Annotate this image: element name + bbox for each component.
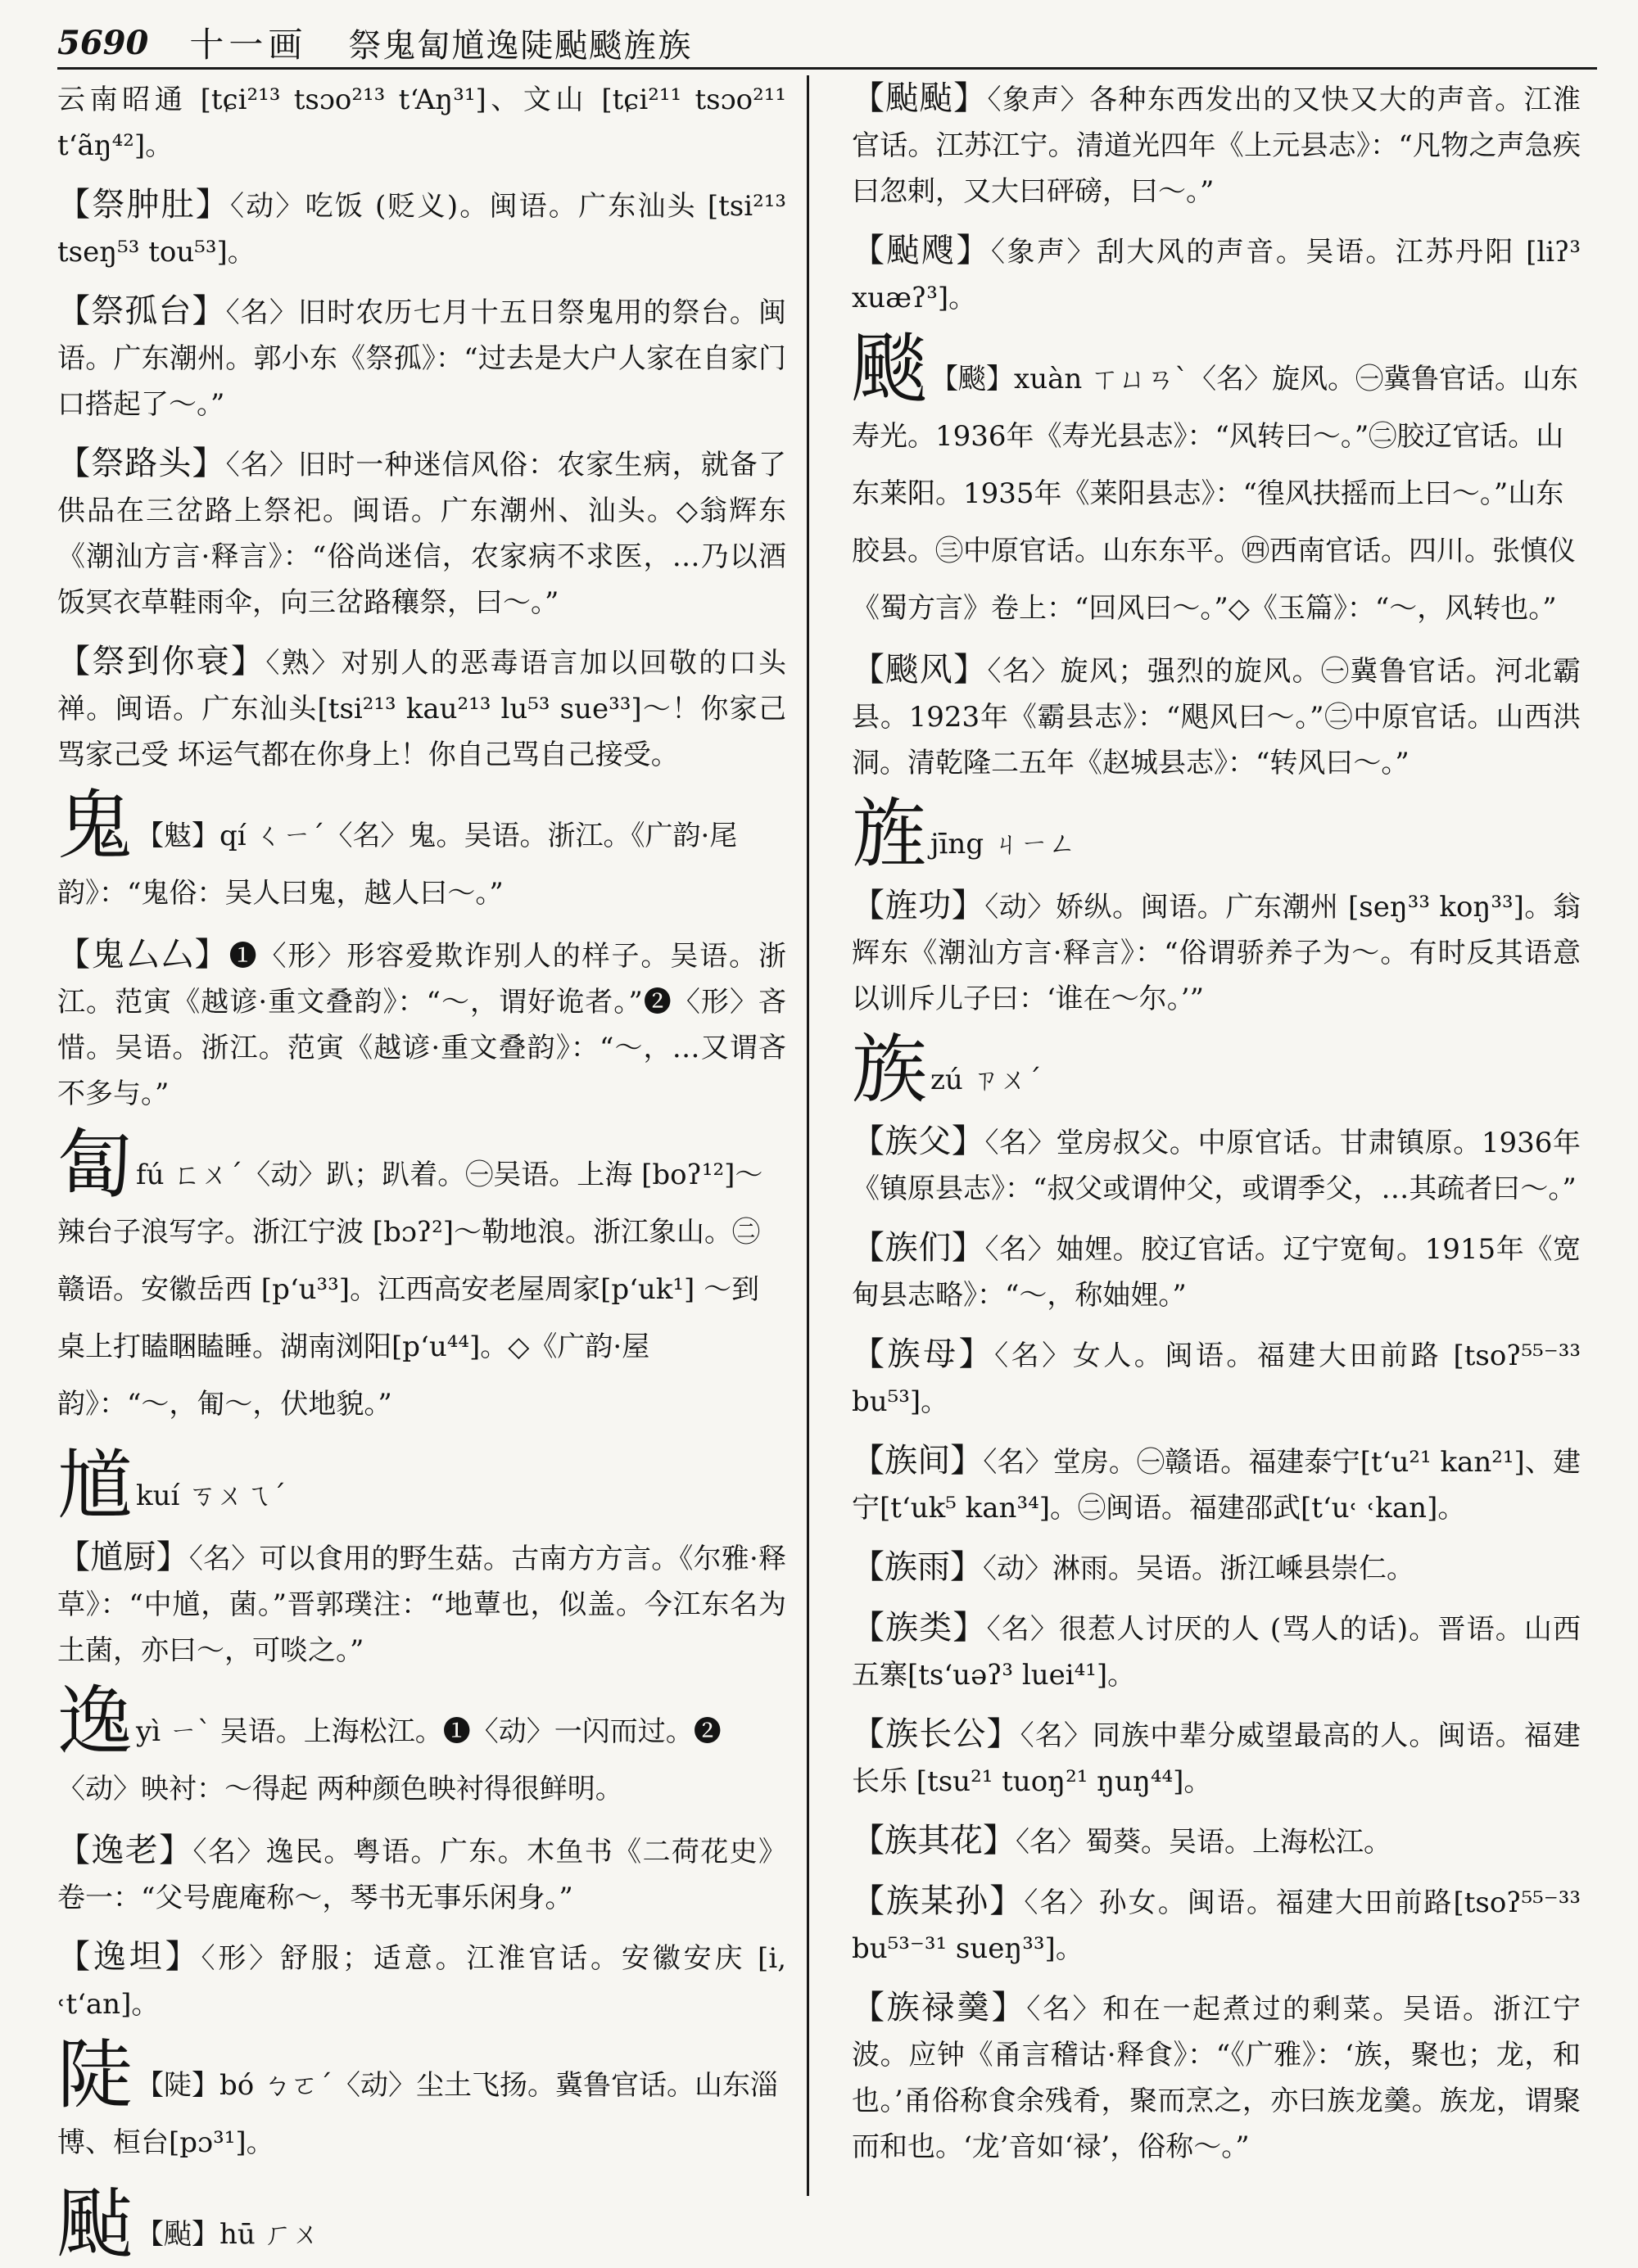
headword-entry bbox=[852, 790, 1581, 878]
column-divider bbox=[807, 75, 809, 2196]
entry-definition: 〈名〉和在一起煮过的剩菜。吴语。浙江宁波。应钟《甬言稽诂·释食》：“《广雅》：‘族，聚也；龙，和也。’甬俗称食余残肴，聚而烹之，亦曰族龙羹。族龙，谓聚而和也。‘龙’音如‘禄’，俗称～。” bbox=[852, 1993, 1581, 2163]
entry-definition: 〈名〉逸民。粤语。广东。木鱼书《二荷花史》卷一：“父号鹿庵称～，琴书无事乐闲身。” bbox=[57, 1836, 786, 1914]
headword-character: 颷 bbox=[852, 325, 928, 413]
page-header bbox=[57, 18, 1597, 70]
entry-definition: 〈名〉很惹人讨厌的人 (骂人的话)。晋语。山西五寨[tsʻuəʔ³ luei⁴¹]。 bbox=[852, 1613, 1581, 1692]
headword-entry bbox=[57, 2180, 786, 2268]
section-title: 十一画 bbox=[189, 25, 308, 65]
headword-entry bbox=[852, 325, 1581, 642]
dictionary-entry bbox=[852, 1985, 1581, 2170]
dictionary-entry bbox=[852, 1711, 1581, 1805]
entry-definition: 〈名〉同族中辈分威望最高的人。闽语。福建长乐 [tsu²¹ tuoŋ²¹ ŋuŋ⁴⁴]。 bbox=[852, 1719, 1581, 1798]
headword-entry bbox=[57, 1121, 786, 1438]
headword-definition: 【颭】hū ㄏㄨ bbox=[136, 2218, 320, 2251]
entry-headword: 【族类】 bbox=[852, 1609, 987, 1647]
entry-headword: 【族其花】 bbox=[852, 1822, 1016, 1859]
entry-definition: 〈形〉舒服；适意。江淮官话。安徽安庆 [i, ˓tʻan]。 bbox=[57, 1942, 786, 2021]
entry-headword: 【族禄羹】 bbox=[852, 1989, 1027, 2026]
entry-definition: 〈名〉女人。闽语。福建大田前路 [tsoʔ⁵⁵⁻³³ bu⁵³]。 bbox=[852, 1340, 1581, 1418]
headword-entry bbox=[57, 2031, 786, 2176]
dictionary-entry bbox=[852, 1438, 1581, 1531]
entry-definition: 〈名〉孙女。闽语。福建大田前路[tsoʔ⁵⁵⁻³³ bu⁵³⁻³¹ sueŋ³³]。 bbox=[852, 1886, 1581, 1965]
headword-character: 旌 bbox=[852, 790, 928, 878]
dictionary-entry bbox=[852, 75, 1581, 215]
headword-character: 匐 bbox=[57, 1121, 133, 1209]
entry-headword: 【逸老】 bbox=[57, 1832, 193, 1869]
page-number: 5690 bbox=[57, 23, 149, 62]
entry-headword: 【颭颭】 bbox=[852, 79, 988, 117]
entry-headword: 【族父】 bbox=[852, 1123, 985, 1160]
entry-definition: 〈名〉旧时农历七月十五日祭鬼用的祭台。闽语。广东潮州。郭小东《祭孤》：“过去是大户人家在自家门口搭起了～。” bbox=[57, 296, 786, 421]
entry-definition: 〈名〉可以食用的野生菇。古南方方言。《尔雅·释草》：“中馗，菌。”晋郭璞注：“地蕈也，似盖。今江东名为土菌，亦曰～，可啖之。” bbox=[57, 1543, 787, 1667]
entry-definition: 〈名〉堂房叔父。中原官话。甘肃镇原。1936年《镇原县志》：“叔父或谓仲父，或谓季父，…其疏者曰～。” bbox=[852, 1127, 1581, 1205]
entry-definition: 〈名〉旋风；强烈的旋风。㊀冀鲁官话。河北霸县。1923年《霸县志》：“飓风曰～。”㊁中原官话。山西洪洞。清乾隆二五年《赵城县志》：“转风曰～。” bbox=[852, 655, 1581, 779]
dictionary-entry bbox=[852, 1118, 1581, 1212]
entry-definition: 〈名〉堂房。㊀赣语。福建泰宁[tʻu²¹ kan²¹]、建宁[tʻuk⁵ kan³⁴]。㊁闽语。福建邵武[tʻu˓ ˓kan]。 bbox=[852, 1446, 1581, 1525]
entry-definition: 〈动〉吃饭 (贬义)。闽语。广东汕头 [tsi²¹³ tseŋ⁵³ tou⁵³]。 bbox=[57, 190, 786, 269]
entry-definition: 〈象声〉刮大风的声音。吴语。江苏丹阳 [liʔ³ xuæʔ³]。 bbox=[852, 236, 1581, 314]
entry-definition: 〈熟〉对别人的恶毒语言加以回敬的口头禅。闽语。广东汕头[tsi²¹³ kau²¹³ lu⁵³ sue³³]～！你家己骂家己受 坏运气都在你身上！你自己骂自己接受。 bbox=[57, 647, 787, 771]
headword-entry bbox=[852, 1026, 1581, 1114]
entry-headword: 【祭肿肚】 bbox=[57, 186, 230, 224]
entry-definition: 〈名〉蜀葵。吴语。上海松江。 bbox=[1016, 1826, 1391, 1859]
dictionary-entry bbox=[57, 932, 786, 1117]
dictionary-entry bbox=[852, 1225, 1581, 1318]
header-characters: 祭鬼匐馗逸陡颭颷旌族 bbox=[348, 26, 693, 65]
entry-headword: 【祭路头】 bbox=[57, 445, 226, 482]
headword-definition: yì ㄧˋ 吴语。上海松江。❶〈动〉一闪而过。❷〈动〉映衬：～得起 两种颜色映衬得很鲜明。 bbox=[57, 1715, 722, 1805]
dictionary-entry bbox=[57, 1534, 786, 1674]
dictionary-entry bbox=[57, 639, 786, 778]
entry-headword: 【族某孙】 bbox=[852, 1882, 1025, 1920]
entry-headword: 【族间】 bbox=[852, 1442, 984, 1480]
headword-character: 颭 bbox=[57, 2180, 133, 2268]
entry-headword: 【颭飕】 bbox=[852, 232, 991, 269]
entry-headword: 【族母】 bbox=[852, 1335, 995, 1373]
entry-headword: 【颷风】 bbox=[852, 651, 988, 689]
headword-character: 陡 bbox=[57, 2031, 133, 2119]
dictionary-entry bbox=[57, 288, 786, 427]
entry-definition: ❶〈形〉形容爱欺诈别人的样子。吴语。浙江。范寅《越谚·重文叠韵》：“～，谓好诡者。”❷〈形〉吝惜。吴语。浙江。范寅《越谚·重文叠韵》：“～，…又谓吝不多与。” bbox=[57, 940, 787, 1110]
entry-headword: 【族雨】 bbox=[852, 1548, 983, 1586]
left-column bbox=[57, 75, 787, 2268]
dictionary-entry bbox=[57, 1934, 786, 2027]
dictionary-entry bbox=[852, 228, 1581, 321]
dictionary-entry bbox=[57, 440, 786, 626]
headword-entry bbox=[57, 782, 786, 927]
headword-character: 馗 bbox=[57, 1442, 133, 1529]
dictionary-entry bbox=[852, 883, 1581, 1022]
dictionary-entry bbox=[57, 182, 786, 275]
entry-headword: 【旌功】 bbox=[852, 887, 985, 924]
dictionary-entry bbox=[852, 1605, 1581, 1698]
headword-definition: jīng ㄐㄧㄥ bbox=[930, 828, 1076, 861]
entry-definition: 〈名〉妯娌。胶辽官话。辽宁宽甸。1915年《宽甸县志略》：“～，称妯娌。” bbox=[852, 1233, 1581, 1312]
headword-definition: 【颷】xuàn ㄒㄩㄢˋ〈名〉旋风。㊀冀鲁官话。山东寿光。1936年《寿光县志》：“风转曰～。”㊁胶辽官话。山东莱阳。1935年《莱阳县志》：“徨风扶摇而上曰～。”山东胶县。㊂中原官话。山东东平。㊃西南官话。四川。张慎仪《蜀方言》卷上：“回风曰～。”◇《玉篇》：“～，风转也。” bbox=[852, 363, 1579, 625]
entry-headword: 【鬼厶厶】 bbox=[57, 936, 229, 974]
entry-headword: 【祭孤台】 bbox=[57, 292, 226, 330]
headword-definition: zú ㄗㄨˊ bbox=[930, 1064, 1042, 1096]
entry-headword: 【族长公】 bbox=[852, 1715, 1020, 1753]
headword-definition: fú ㄈㄨˊ〈动〉趴；趴着。㊀吴语。上海 [boʔ¹²]～辣台子浪写字。浙江宁波 [bɔʔ²]～勒地浪。浙江象山。㊁赣语。安徽岳西 [pʻu³³]。江西高安老屋周家[pʻuk¹] ～到桌上打瞌睏瞌睡。湖南浏阳[pʻu⁴⁴]。◇《广韵·屋韵》：“～，匍～，伏地貌。” bbox=[57, 1159, 763, 1421]
headword-entry bbox=[57, 1442, 786, 1529]
headword-definition: kuí ㄎㄨㄟˊ bbox=[136, 1480, 287, 1512]
dictionary-entry bbox=[852, 1818, 1581, 1865]
entry-headword: 【族们】 bbox=[852, 1229, 985, 1267]
entry-definition: 〈动〉娇纵。闽语。广东潮州 [seŋ³³ koŋ³³]。翁辉东《潮汕方言·释言》：“俗谓骄养子为～。有时反其语意以训斥儿子曰：‘谁在～尔。’” bbox=[852, 891, 1581, 1015]
headword-definition: 【鬾】qí ㄑㄧˊ〈名〉鬼。吴语。浙江。《广韵·尾韵》：“鬼俗：吴人曰鬼，越人曰～。” bbox=[57, 820, 738, 910]
dictionary-entry bbox=[852, 1331, 1581, 1425]
right-column bbox=[852, 75, 1581, 2196]
entry-definition: 云南昭通 [tɕi²¹³ tsɔo²¹³ tʻAŋ³¹]、文山 [tɕi²¹¹ tsɔo²¹¹ tʻãŋ⁴²]。 bbox=[57, 84, 786, 162]
dictionary-entry bbox=[852, 647, 1581, 786]
dictionary-entry bbox=[852, 1878, 1581, 1972]
headword-character: 逸 bbox=[57, 1678, 133, 1765]
continued-text bbox=[57, 77, 786, 169]
headword-entry bbox=[57, 1678, 786, 1823]
entry-headword: 【逸坦】 bbox=[57, 1938, 201, 1976]
entry-definition: 〈动〉淋雨。吴语。浙江嵊县崇仁。 bbox=[983, 1552, 1414, 1585]
entry-headword: 【祭到你衰】 bbox=[57, 643, 266, 680]
dictionary-entry bbox=[57, 1828, 786, 1921]
entry-definition: 〈象声〉各种东西发出的又快又大的声音。江淮官话。江苏江宁。清道光四年《上元县志》：“凡物之声急疾曰忽剌，又大曰砰磅，曰～。” bbox=[852, 84, 1581, 208]
entry-definition: 〈名〉旧时一种迷信风俗：农家生病，就备了供品在三岔路上祭祀。闽语。广东潮州、汕头。◇翁辉东《潮汕方言·释言》：“俗尚迷信，农家病不求医，…乃以酒饭冥衣草鞋雨伞，向三岔路穰祭，曰～。” bbox=[57, 449, 786, 619]
headword-character: 族 bbox=[852, 1026, 928, 1114]
entry-headword: 【馗厨】 bbox=[57, 1538, 189, 1576]
dictionary-entry bbox=[852, 1544, 1581, 1592]
headword-character: 鬼 bbox=[57, 782, 133, 870]
headword-definition: 【陡】bó ㄅㄛˊ〈动〉尘土飞扬。冀鲁官话。山东淄博、桓台[pɔ³¹]。 bbox=[57, 2069, 779, 2159]
